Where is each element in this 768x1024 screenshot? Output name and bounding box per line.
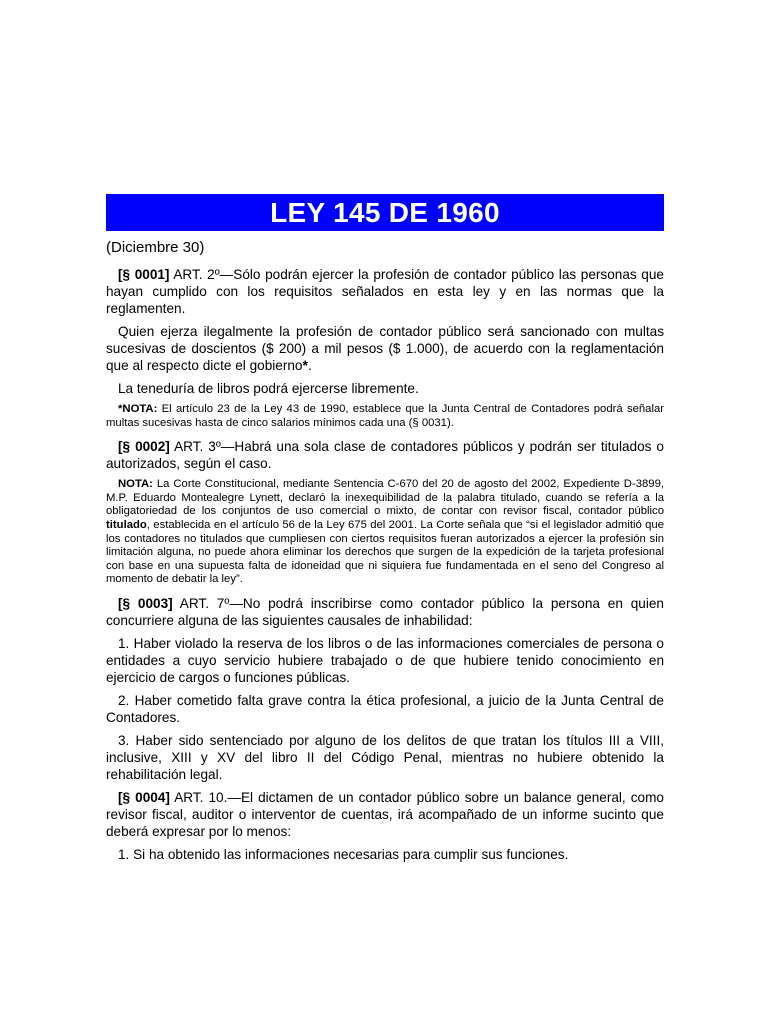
note-2 xyxy=(106,478,664,587)
art10-ref: [§ 0004] xyxy=(118,789,170,805)
note-2-text-a: La Corte Constitucional, mediante Sentencia C-670 del 20 de agosto del 2002, Expediente D-3899, M.P. Eduardo Montealegre Lynett, declaró la inexequibilidad de la palabra titulado, cuando se refería a la obligatoriedad de los conjuntos de uso comercial o mixto, de contar con revisor fiscal, contador público xyxy=(106,478,664,518)
note-2-text-b: , establecida en el artículo 56 de la Ley 675 del 2001. La Corte señala que “si el legislador admitió que los contadores no titulados que cumpliesen con ciertos requisitos fueran autorizados a ejercer la profesión sin limitación alguna, no puede ahora eliminar los derechos que surgen de la expedición de la tarjeta profesional con base en una supuesta falta de idoneidad que ni siquiera fue fundamentada en el seno del Congreso al momento de debatir la ley”. xyxy=(106,518,664,586)
note-1 xyxy=(106,403,664,430)
art10-paragraph xyxy=(106,789,664,840)
art7-ref: [§ 0003] xyxy=(118,595,173,611)
footnote-marker: * xyxy=(302,357,308,373)
document-title: LEY 145 DE 1960 xyxy=(270,196,500,228)
note-1-text: El artículo 23 de la Ley 43 de 1990, establece que la Junta Central de Contadores podrá señalar multas sucesivas hasta de cinco salarios mínimos cada una (§ 0031). xyxy=(106,403,664,429)
art2-text-2-end: . xyxy=(307,358,312,373)
art2-ref: [§ 0001] xyxy=(118,267,170,282)
art7-item: 2. Haber cometido falta grave contra la ética profesional, a juicio de la Junta Central de Contadores. xyxy=(106,692,664,725)
note-1-star: * xyxy=(118,403,123,415)
note-2-bold-word: titulado xyxy=(106,518,147,531)
note-1-label: NOTA: xyxy=(122,403,158,415)
document-date: (Diciembre 30) xyxy=(106,239,205,256)
art10-item: 1. Si ha obtenido las informaciones necesarias para cumplir sus funciones. xyxy=(118,846,569,862)
art3-ref: [§ 0002] xyxy=(118,439,170,455)
title-banner xyxy=(106,194,664,231)
art2-paragraph-1 xyxy=(106,266,664,317)
art2-text-2: Quien ejerza ilegalmente la profesión de contador público será sancionado con multas sucesivas de doscientos ($ 200) a mil pesos ($ 1.000), de acuerdo con la reglamentación que al respecto dicte el gobierno xyxy=(106,324,664,373)
art7-item: 3. Haber sido sentenciado por alguno de los delitos de que tratan los títulos III a VIII, inclusive, XIII y XV del libro II del Código Penal, mientras no hubiere obtenido la rehabilitación legal. xyxy=(106,732,664,782)
art7-paragraph xyxy=(106,595,664,629)
art2-paragraph-2 xyxy=(106,323,664,374)
note-2-label: NOTA: xyxy=(118,478,153,491)
art2-paragraph-3: La teneduría de libros podrá ejercerse libremente. xyxy=(118,381,419,396)
art7-intro: ART. 7º—No podrá inscribirse como contador público la persona en quien concurriere alguna de las siguientes causales de inhabilidad: xyxy=(106,595,664,628)
art3-paragraph xyxy=(106,438,664,472)
art7-item: 1. Haber violado la reserva de los libros o de las informaciones comerciales de persona o entidades a cuyo servicio hubiere trabajado o de que hubiere tenido conocimiento en ejercicio de cargos o funciones públicas. xyxy=(106,635,664,685)
art10-intro: ART. 10.—El dictamen de un contador público sobre un balance general, como revisor fiscal, auditor o interventor de cuentas, irá acompañado de un informe sucinto que deberá expresar por lo menos: xyxy=(106,789,664,839)
document-content xyxy=(106,194,664,869)
art2-text-1: ART. 2º—Sólo podrán ejercer la profesión de contador público las personas que hayan cumplido con los requisitos señalados en esta ley y en las normas que la reglamenten. xyxy=(106,267,664,316)
art3-text: ART. 3º—Habrá una sola clase de contadores públicos y podrán ser titulados o autorizados, según el caso. xyxy=(106,439,664,472)
